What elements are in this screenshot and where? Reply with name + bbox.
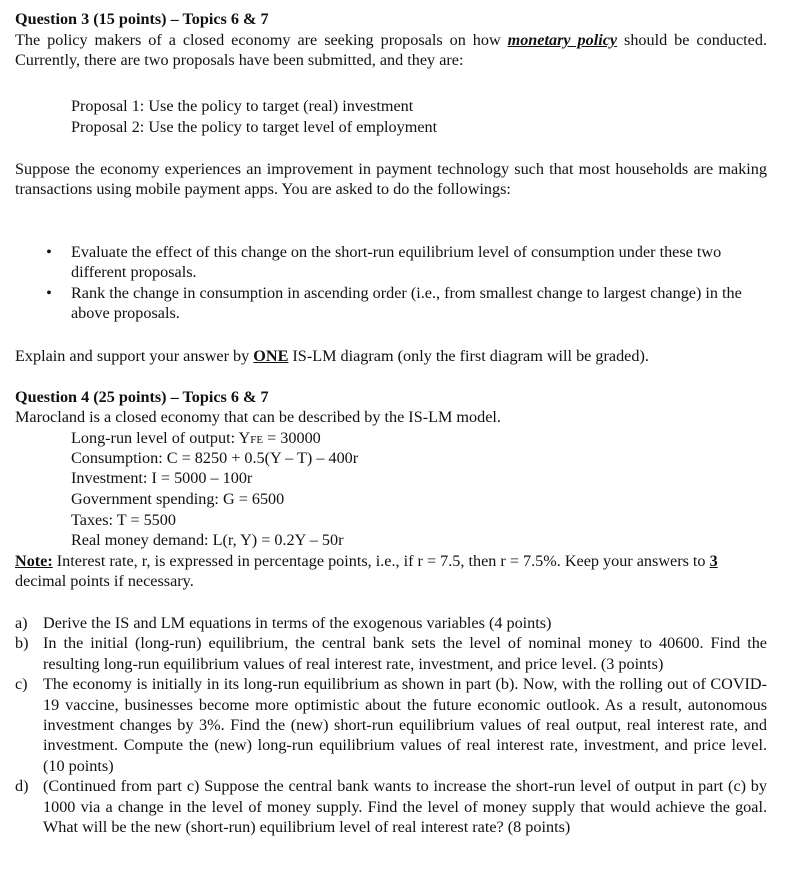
q4-part-text: The economy is initially in its long-run equilibrium as shown in part (b). Now, with the rolling out of COVID-19 vaccine, businesses become more optimistic about the future economic outlook. As a result, autonomous investment changes by 3%. Find the (new) short-run equilibrium values of real output, real interest rate, and investment. Compute the (new) long-run equilibrium values of real interest rate, investment, and price level. (10 points) (43, 675, 767, 775)
q4-title: Question 4 (25 points) – Topics 6 & 7 (15, 388, 269, 406)
q4-part-text: (Continued from part c) Suppose the central bank wants to increase the short-run level of output in part (c) by 1000 via a change in the level of money supply. Find the level of money supply that would achieve the goal. What will be the new (short-run) equilibrium level of real interest rate? (8 points) (43, 777, 767, 837)
q4-part-label: c) (15, 675, 28, 694)
q3-bullet-item (15, 283, 767, 324)
q4-part-text: Derive the IS and LM equations in terms of the exogenous variables (4 points) (43, 614, 552, 632)
q4-output-label: Long-run level of output: Y (71, 429, 251, 447)
q3-proposal-1: Proposal 1: Use the policy to target (real) investment (71, 97, 414, 115)
q3-intro (15, 30, 767, 71)
q4-note-number: 3 (709, 552, 718, 570)
bullet-dot-icon: • (46, 243, 52, 261)
q4-model-taxes: Taxes: T = 5500 (71, 511, 176, 529)
bullet-dot-icon: • (46, 283, 52, 302)
q3-explain-text-a: Explain and support your answer by (15, 347, 254, 365)
q3-title: Question 3 (15 points) – Topics 6 & 7 (15, 10, 269, 28)
q3-explain-emphasis: ONE (253, 347, 289, 365)
q4-intro: Marocland is a closed economy that can be described by the IS-LM model. (15, 408, 501, 426)
q3-scenario: Suppose the economy experiences an improvement in payment technology such that most households are making transactions using mobile payment apps. You are asked to do the followings: (15, 160, 767, 199)
q4-model-investment: Investment: I = 5000 – 100r (71, 469, 253, 487)
q4-model-money-demand: Real money demand: L(r, Y) = 0.2Y – 50r (71, 531, 344, 549)
q3-explain (15, 346, 767, 366)
q4-model-government: Government spending: G = 6500 (71, 490, 285, 508)
q4-part-item (15, 674, 767, 776)
q4-note-label: Note: (15, 552, 53, 570)
q3-proposal-2: Proposal 2: Use the policy to target level of employment (71, 118, 438, 136)
q4-part-item (15, 776, 767, 837)
q4-parts-list (15, 613, 767, 837)
q3-intro-text-b: should be conducted. Currently, there are two proposals have been submitted, and they are: (15, 31, 767, 70)
q3-bullet-text: Rank the change in consumption in ascending order (i.e., from smallest change to largest change) in the above proposals. (71, 283, 742, 323)
q4-note-text-b: decimal points if necessary. (15, 572, 194, 591)
q4-part-label: d) (15, 777, 29, 796)
q4-part-label: b) (15, 634, 29, 653)
q4-output-subscript: FE (250, 434, 264, 446)
q4-part-item (15, 613, 767, 633)
q4-part-text: In the initial (long-run) equilibrium, the central bank sets the level of nominal money to 40600. Find the resulting long-run equilibrium values of real interest rate, investment, and price level. (3 points) (43, 634, 767, 673)
q3-intro-emphasis: monetary policy (507, 31, 618, 49)
q4-output-value: = 30000 (263, 429, 321, 447)
q4-note (15, 551, 767, 592)
q3-intro-text-a: The policy makers of a closed economy are seeking proposals on how (15, 31, 508, 49)
q3-explain-text-b: IS-LM diagram (only the first diagram will be graded). (288, 347, 649, 365)
q4-model-consumption: Consumption: C = 8250 + 0.5(Y – T) – 400r (71, 449, 359, 467)
q3-bullet-list (15, 242, 767, 324)
q4-note-text-a: Interest rate, r, is expressed in percentage points, i.e., if r = 7.5, then r = 7.5%. Keep your answers to (52, 552, 710, 570)
q4-part-item (15, 633, 767, 674)
q4-part-label: a) (15, 614, 28, 632)
q3-bullet-item (15, 242, 767, 283)
q3-bullet-text: Evaluate the effect of this change on the short-run equilibrium level of consumption under these two different proposals. (71, 243, 722, 282)
